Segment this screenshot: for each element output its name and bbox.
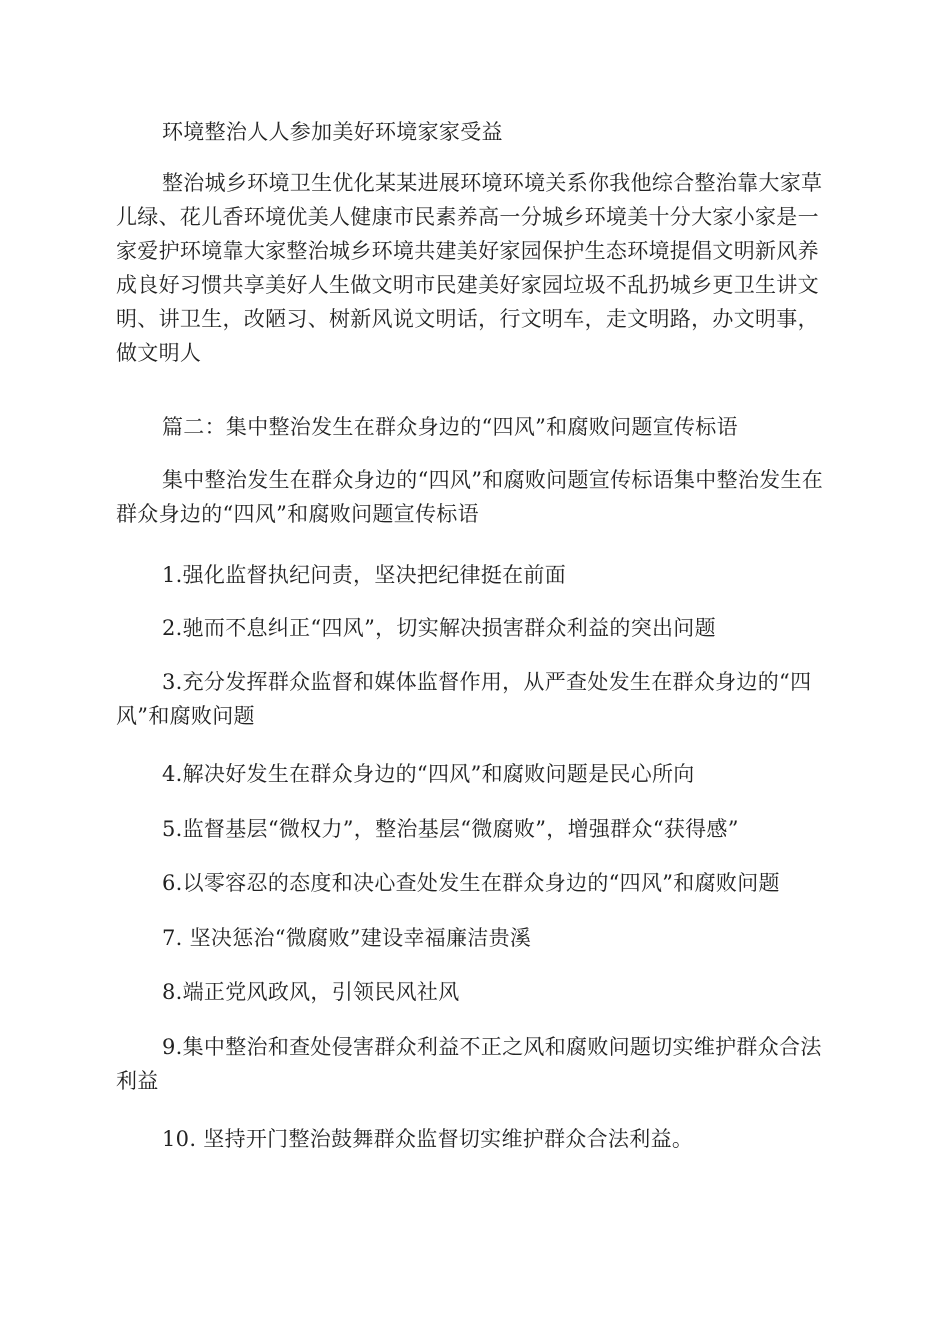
- heading-title: 环境整治人人参加美好环境家家受益: [162, 120, 503, 144]
- slogan-item-10: 10. 坚持开门整治鼓舞群众监督切实维护群众合法利益。: [162, 1127, 694, 1151]
- slogan-item-5: 5.监督基层“微权力”，整治基层“微腐败”，增强群众“获得感”: [162, 817, 739, 841]
- slogan-item-6: 6.以零容忍的态度和决心查处发生在群众身边的“四风”和腐败问题: [162, 871, 780, 895]
- section-heading: 篇二：集中整治发生在群众身边的“四风”和腐败问题宣传标语: [162, 415, 738, 439]
- section-paragraph: 集中整治发生在群众身边的“四风”和腐败问题宣传标语集中整治发生在群众身边的“四风”和腐败问题宣传标语: [116, 468, 824, 526]
- slogan-item-3: 3.充分发挥群众监督和媒体监督作用，从严查处发生在群众身边的“四风”和腐败问题: [116, 670, 812, 728]
- slogan-item-7: 7. 坚决惩治“微腐败”建设幸福廉洁贵溪: [162, 926, 532, 950]
- slogan-item-4: 4.解决好发生在群众身边的“四风”和腐败问题是民心所向: [162, 762, 695, 786]
- slogan-item-2: 2.驰而不息纠正“四风”，切实解决损害群众利益的突出问题: [162, 616, 716, 640]
- slogan-item-9: 9.集中整治和查处侵害群众利益不正之风和腐败问题切实维护群众合法利益: [116, 1035, 822, 1093]
- slogan-item-1: 1.强化监督执纪问责，坚决把纪律挺在前面: [162, 563, 567, 587]
- slogan-item-8: 8.端正党风政风，引领民风社风: [162, 980, 460, 1004]
- intro-paragraph: 整治城乡环境卫生优化某某进展环境环境关系你我他综合整治靠大家草儿绿、花儿香环境优美人健康市民素养高一分城乡环境美十分大家小家是一家爱护环境靠大家整治城乡环境共建美好家园保护生态环境提倡文明新风养成良好习惯共享美好人生做文明市民建美好家园垃圾不乱扔城乡更卫生讲文明、讲卫生，改陋习、树新风说文明话，行文明车，走文明路，办文明事，做文明人: [116, 171, 823, 365]
